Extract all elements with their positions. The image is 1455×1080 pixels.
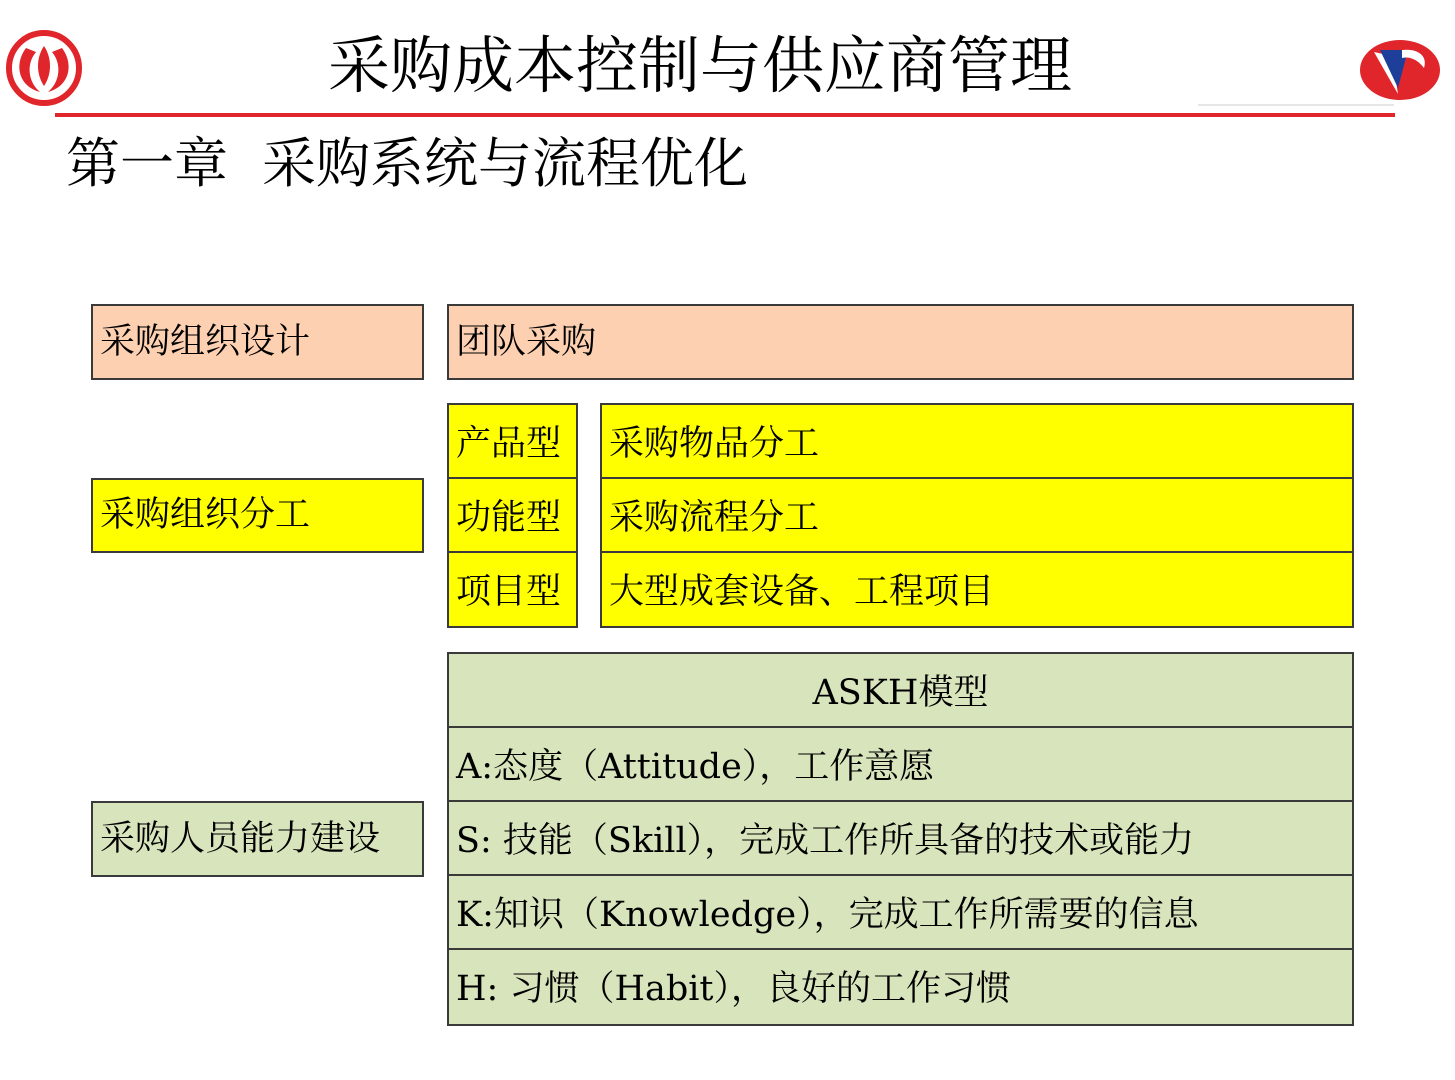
- division-type-cell: 功能型: [449, 479, 576, 553]
- division-description-cell: 采购物品分工: [602, 405, 1352, 479]
- org-division-label-text: 采购组织分工: [100, 495, 311, 535]
- chapter-title: 采购系统与流程优化: [262, 132, 748, 195]
- askh-item-skill: S: 技能（Skill），完成工作所具备的技术或能力: [449, 802, 1352, 876]
- title-divider-shadow: [1198, 104, 1394, 106]
- chapter-heading: [66, 130, 748, 198]
- askh-model-table: [447, 652, 1354, 1026]
- askh-item-habit: H: 习惯（Habit），良好的工作习惯: [456, 969, 1011, 1009]
- org-design-label: [91, 304, 424, 380]
- division-types-table: [447, 403, 578, 628]
- division-description-cell: 大型成套设备、工程项目: [609, 572, 995, 612]
- company-logo-icon: [6, 30, 82, 106]
- division-type-cell: 产品型: [449, 405, 576, 479]
- askh-model-title: ASKH模型: [449, 654, 1352, 728]
- division-type-cell: 项目型: [456, 572, 562, 612]
- brand-logo-icon: [1358, 38, 1442, 102]
- page-title: 采购成本控制与供应商管理: [327, 29, 1072, 102]
- staff-capability-label: [91, 801, 424, 877]
- chapter-number: 第一章: [66, 132, 228, 195]
- title-divider: [55, 113, 1395, 117]
- org-design-value-text: 团队采购: [456, 321, 597, 362]
- org-design-value: [447, 304, 1354, 380]
- staff-capability-label-text: 采购人员能力建设: [100, 818, 381, 859]
- askh-item-knowledge: K:知识（Knowledge），完成工作所需要的信息: [449, 876, 1352, 950]
- org-division-label: [91, 478, 424, 553]
- org-design-label-text: 采购组织设计: [100, 321, 311, 362]
- askh-item-attitude: A:态度（Attitude），工作意愿: [449, 728, 1352, 802]
- division-description-cell: 采购流程分工: [602, 479, 1352, 553]
- division-descriptions-table: [600, 403, 1354, 628]
